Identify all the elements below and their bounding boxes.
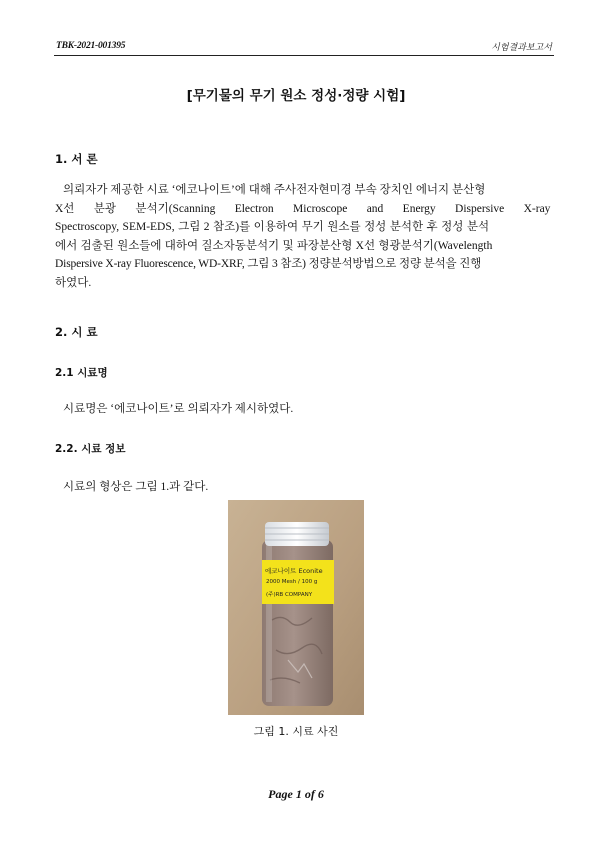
figure-caption: 그림 1. 시료 사진: [253, 725, 339, 738]
header-divider: [54, 55, 554, 56]
introduction-line: Spectroscopy, SEM-EDS, 그림 2 참조)를 이용하여 무기 원소를 정성 분석한 후 정성 분석: [55, 221, 490, 234]
jar-label-company: (주)RB COMPANY: [266, 592, 313, 598]
report-type: 시험결과보고서: [491, 43, 552, 53]
section-heading-sample: 2. 시 료: [55, 325, 98, 339]
introduction-paragraph: [55, 181, 552, 293]
section-heading-introduction: 1. 서 론: [55, 152, 98, 166]
sample-photo: [228, 500, 364, 715]
page-number: Page 1 of 6: [268, 787, 324, 801]
sample-info-text: 시료의 형상은 그림 1.과 같다.: [63, 481, 209, 493]
subsection-heading-sample-name: 2.1 시료명: [55, 367, 108, 379]
jar-label-spec: 2000 Mesh / 100 g: [266, 579, 318, 585]
document-title: [무기물의 무기 원소 정성·정량 시험]: [186, 88, 406, 104]
introduction-line: 하였다.: [55, 276, 92, 289]
introduction-line: X선 분광 분석기(Scanning Electron Microscope and Energy Dispersive X-ray: [55, 202, 551, 215]
introduction-line: 의뢰자가 제공한 시료 ‘에코나이트’에 대해 주사전자현미경 부속 장치인 에너지 분산형: [63, 184, 486, 196]
report-number: TBK-2021-001395: [56, 41, 126, 51]
sample-name-text: 시료명은 ‘에코나이트’로 의뢰자가 제시하였다.: [63, 403, 294, 415]
introduction-line: Dispersive X-ray Fluorescence, WD-XRF, 그림 3 참조) 정량분석방법으로 정량 분석을 진행: [55, 258, 482, 271]
jar-label-product: 에코나이트 Econite: [265, 567, 323, 575]
introduction-line: 에서 검출된 원소들에 대하여 질소자동분석기 및 파장분산형 X선 형광분석기(Wavelength: [55, 239, 493, 252]
sample-jar-image: [228, 500, 364, 715]
subsection-heading-sample-info: 2.2. 시료 정보: [55, 443, 126, 455]
